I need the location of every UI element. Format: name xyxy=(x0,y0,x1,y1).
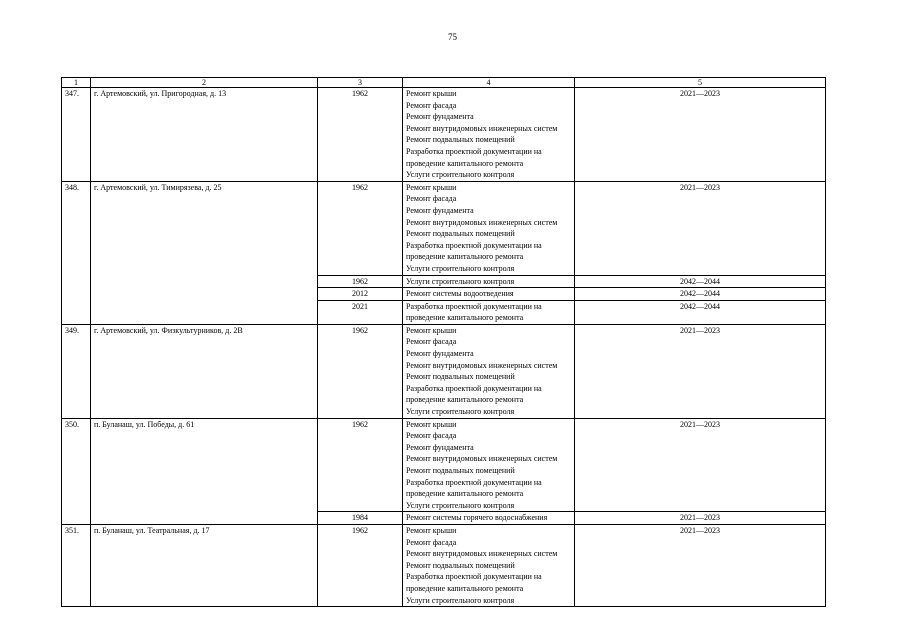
row-number: 349. xyxy=(62,324,91,418)
work-item: Разработка проектной документации на xyxy=(406,240,542,250)
row-works xyxy=(403,181,575,275)
row-address: г. Артемовский, ул. Пригородная, д. 13 xyxy=(91,88,318,182)
work-item: Услуги строительного контроля xyxy=(406,407,515,417)
row-year: 1984 xyxy=(318,512,403,525)
work-item: Разработка проектной документации на xyxy=(406,477,542,487)
header-row xyxy=(62,78,826,88)
row-number: 350. xyxy=(62,418,91,524)
capital-repair-table xyxy=(61,77,826,607)
row-period: 2021—2023 xyxy=(575,88,826,182)
row-year: 1962 xyxy=(318,524,403,606)
row-year: 2021 xyxy=(318,300,403,324)
work-item: проведение капитального ремонта xyxy=(406,313,524,323)
row-works xyxy=(403,512,575,525)
work-item: Ремонт подвальных помещений xyxy=(406,229,515,239)
work-item: Ремонт подвальных помещений xyxy=(406,466,515,475)
work-item: Ремонт фасада xyxy=(406,194,457,204)
row-address: г. Артемовский, ул. Физкультурников, д. 2В xyxy=(91,324,318,418)
work-item: Ремонт внутридомовых инженерных систем xyxy=(406,454,558,464)
row-works xyxy=(403,418,575,512)
work-item: Ремонт внутридомовых инженерных систем xyxy=(406,217,558,227)
row-period: 2021—2023 xyxy=(575,512,826,525)
row-period: 2021—2023 xyxy=(575,324,826,418)
table-row xyxy=(62,418,826,512)
column-header-5: 5 xyxy=(575,78,826,88)
work-item: Ремонт фундамента xyxy=(406,112,474,122)
row-number: 347. xyxy=(62,88,91,182)
row-works xyxy=(403,324,575,418)
work-item: проведение капитального ремонта xyxy=(406,489,524,499)
row-year: 1962 xyxy=(318,88,403,182)
row-period: 2042—2044 xyxy=(575,275,826,288)
column-header-1: 1 xyxy=(62,78,91,88)
row-number: 348. xyxy=(62,181,91,324)
work-item: Ремонт системы водоотведения xyxy=(406,289,514,299)
row-period: 2021—2023 xyxy=(575,524,826,606)
work-item: проведение капитального ремонта xyxy=(406,252,524,262)
work-item: Ремонт внутридомовых инженерных систем xyxy=(406,123,558,133)
table-row xyxy=(62,324,826,418)
work-item: Ремонт крыши xyxy=(406,525,457,535)
work-item: Ремонт внутридомовых инженерных систем xyxy=(406,360,558,370)
work-item: Ремонт фасада xyxy=(406,537,457,547)
work-item: Ремонт фасада xyxy=(406,100,457,110)
work-item: Разработка проектной документации на xyxy=(406,301,542,311)
table-row xyxy=(62,524,826,606)
row-works xyxy=(403,288,575,301)
column-header-4: 4 xyxy=(403,78,575,88)
column-header-2: 2 xyxy=(91,78,318,88)
row-period: 2042—2044 xyxy=(575,288,826,301)
row-period: 2021—2023 xyxy=(575,418,826,512)
table-row xyxy=(62,88,826,182)
work-item: Ремонт фундамента xyxy=(406,205,474,215)
work-item: Разработка проектной документации на xyxy=(406,146,542,156)
work-item: Ремонт фундамента xyxy=(406,442,474,452)
row-works xyxy=(403,88,575,182)
work-item: Ремонт подвальных помещений xyxy=(406,135,515,145)
row-number: 351. xyxy=(62,524,91,606)
work-item: Ремонт фундамента xyxy=(406,349,474,359)
row-year: 1962 xyxy=(318,324,403,418)
table-row xyxy=(62,181,826,275)
work-item: проведение капитального ремонта xyxy=(406,583,524,593)
work-item: Услуги строительного контроля xyxy=(406,500,515,510)
work-item: проведение капитального ремонта xyxy=(406,158,524,168)
row-works xyxy=(403,300,575,324)
row-period: 2021—2023 xyxy=(575,181,826,275)
work-item: Ремонт подвальных помещений xyxy=(406,560,515,570)
work-item: Услуги строительного контроля xyxy=(406,170,515,180)
work-item: Ремонт фасада xyxy=(406,337,457,347)
row-year: 1962 xyxy=(318,181,403,275)
work-item: Ремонт подвальных помещений xyxy=(406,372,515,382)
row-year: 1962 xyxy=(318,418,403,512)
row-period: 2042—2044 xyxy=(575,300,826,324)
work-item: Услуги строительного контроля xyxy=(406,263,515,273)
work-item: Ремонт системы горячего водоснабжения xyxy=(406,513,548,523)
row-works xyxy=(403,524,575,606)
work-item: Услуги строительного контроля xyxy=(406,595,515,605)
work-item: Разработка проектной документации на xyxy=(406,383,542,393)
work-item: Услуги строительного контроля xyxy=(406,276,515,286)
row-year: 1962 xyxy=(318,275,403,288)
work-item: Ремонт внутридомовых инженерных систем xyxy=(406,549,558,559)
row-address: г. Артемовский, ул. Тимирязева, д. 25 xyxy=(91,181,318,324)
work-item: Разработка проектной документации на xyxy=(406,572,542,582)
work-item: Ремонт фасада xyxy=(406,431,457,441)
row-address: п. Буланаш, ул. Победы, д. 61 xyxy=(91,418,318,524)
work-item: Ремонт крыши xyxy=(406,89,457,98)
work-item: проведение капитального ремонта xyxy=(406,395,524,405)
work-item: Ремонт крыши xyxy=(406,182,457,192)
row-address: п. Буланаш, ул. Театральная, д. 17 xyxy=(91,524,318,606)
row-year: 2012 xyxy=(318,288,403,301)
page-number: 75 xyxy=(448,32,457,42)
work-item: Ремонт крыши xyxy=(406,325,457,335)
work-item: Ремонт крыши xyxy=(406,419,457,429)
row-works xyxy=(403,275,575,288)
column-header-3: 3 xyxy=(318,78,403,88)
